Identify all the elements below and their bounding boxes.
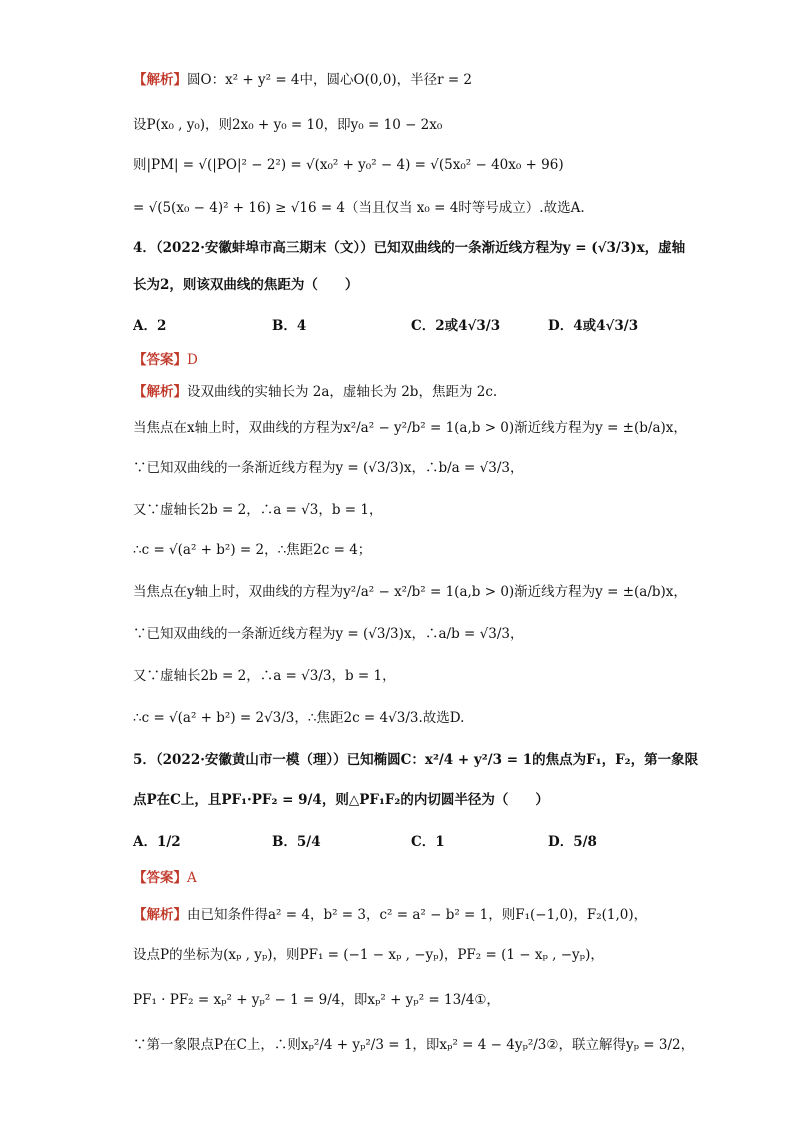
sec3-line-3: 则|PM| = √(|PO|² − 2²) = √(x₀² + y₀² − 4) = √(5x₀² − 40x₀ + 96): [133, 157, 564, 173]
sec3-line-1: [133, 70, 754, 90]
q5-solution-line-4: ∵第一象限点P在C上，∴则xₚ²/4 + yₚ²/3 = 1，即xₚ² = 4 − 4yₚ²/3②，联立解得yₚ = 3/2，: [133, 1037, 695, 1053]
q4-solution-text: 设双曲线的实轴长为 2a，虚轴长为 2b，焦距为 2c.: [187, 384, 498, 400]
q4-option-a: A．2: [133, 318, 167, 334]
q4-solution-line-3: ∵已知双曲线的一条渐近线方程为y = (√3/3)x，∴b/a = √3/3，: [133, 460, 524, 476]
answer-tag: 【答案】: [133, 870, 187, 886]
analysis-tag: 【解析】: [133, 907, 187, 923]
q5-answer-value: A: [187, 870, 197, 886]
q5-solution-line-3: PF₁ · PF₂ = xₚ² + yₚ² − 1 = 9/4，即xₚ² + yₚ² = 13/4①，: [133, 992, 500, 1008]
q5-option-b: B．5/4: [272, 834, 321, 850]
sec3-line-1-text: 圆O：x² + y² = 4中，圆心O(0,0)，半径r = 2: [187, 72, 473, 88]
q5-option-c: C．1: [411, 834, 445, 850]
q4-solution-line-8: 又∵虚轴长2b = 2，∴a = √3/3，b = 1，: [133, 668, 396, 684]
sec3-line-4: = √(5(x₀ − 4)² + 16) ≥ √16 = 4（当且仅当 x₀ = 4时等号成立）.故选A.: [133, 200, 585, 216]
analysis-tag: 【解析】: [133, 384, 187, 400]
q5-stem-line-1: 5．（2022·安徽黄山市一模（理））已知椭圆C：x²/4 + y²/3 = 1的焦点为F₁，F₂，第一象限: [133, 752, 699, 768]
q5-option-d: D．5/8: [548, 834, 597, 850]
q5-option-a: A．1/2: [133, 834, 181, 850]
q5-solution-text: 由已知条件得a² = 4，b² = 3，c² = a² − b² = 1，则F₁(−1,0)，F₂(1,0)，: [187, 907, 648, 923]
q4-solution-line-7: ∵已知双曲线的一条渐近线方程为y = (√3/3)x，∴a/b = √3/3，: [133, 626, 524, 642]
q4-stem-line-1: 4．（2022·安徽蚌埠市高三期末（文））已知双曲线的一条渐近线方程为y = (√3/3)x，虚轴: [133, 240, 686, 256]
q4-solution-line-1: [133, 382, 754, 402]
q4-solution-line-2: 当焦点在x轴上时，双曲线的方程为x²/a² − y²/b² = 1(a,b > 0)渐近线方程为y = ±(b/a)x，: [133, 420, 687, 436]
q5-solution-line-2: 设点P的坐标为(xₚ , yₚ)，则PF₁ = (−1 − xₚ , −yₚ)，PF₂ = (1 − xₚ , −yₚ)，: [133, 947, 604, 963]
sec3-line-2: 设P(x₀ , y₀)，则2x₀ + y₀ = 10，即y₀ = 10 − 2x₀: [133, 117, 443, 133]
q4-solution-line-5: ∴c = √(a² + b²) = 2，∴焦距2c = 4；: [133, 542, 372, 558]
q4-option-b: B．4: [272, 318, 307, 334]
q4-solution-line-9: ∴c = √(a² + b²) = 2√3/3，∴焦距2c = 4√3/3.故选D.: [133, 710, 465, 726]
q4-solution-line-4: 又∵虚轴长2b = 2，∴a = √3，b = 1，: [133, 502, 383, 518]
q5-answer-line: [133, 868, 754, 888]
q4-option-d: D．4或4√3/3: [548, 318, 639, 334]
q4-stem-line-2: 长为2，则该双曲线的焦距为（ ）: [133, 277, 359, 293]
q4-answer-value: D: [187, 352, 198, 368]
answer-tag: 【答案】: [133, 352, 187, 368]
q4-answer-line: [133, 350, 754, 370]
q4-option-c: C．2或4√3/3: [411, 318, 501, 334]
q5-stem-line-2: 点P在C上，且PF₁·PF₂ = 9/4，则△PF₁F₂的内切圆半径为（ ）: [133, 792, 549, 808]
q4-solution-line-6: 当焦点在y轴上时，双曲线的方程为y²/a² − x²/b² = 1(a,b > 0)渐近线方程为y = ±(a/b)x，: [133, 584, 687, 600]
q5-solution-line-1: [133, 905, 754, 925]
analysis-tag: 【解析】: [133, 72, 187, 88]
